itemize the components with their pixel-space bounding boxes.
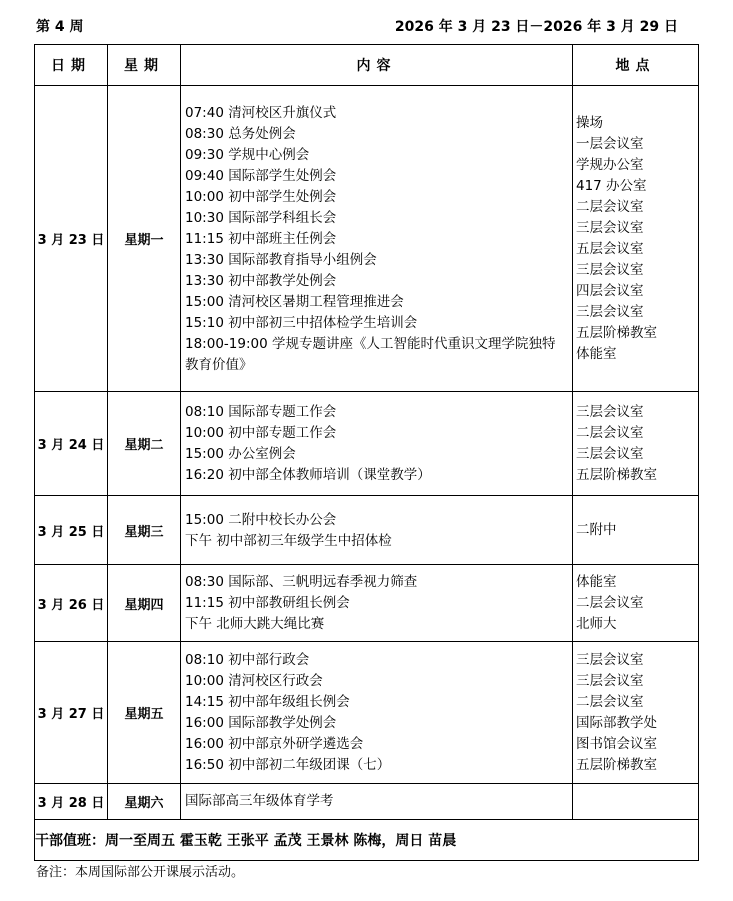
day-weekday: 星期二 [108, 392, 181, 496]
day-events [181, 784, 573, 820]
event-item: 下午 北师大跳大绳比赛 [185, 616, 325, 632]
event-place: 操场 [576, 115, 603, 131]
day-events [181, 565, 573, 642]
day-row [35, 392, 699, 496]
event-item: 11:15 初中部教研组长例会 [185, 595, 350, 611]
event-place: 二附中 [576, 522, 617, 538]
day-weekday: 星期六 [108, 784, 181, 820]
day-places [573, 642, 699, 784]
event-item: 14:15 初中部年级组长例会 [185, 694, 350, 710]
day-row [35, 565, 699, 642]
event-place: 一层会议室 [576, 136, 644, 152]
week-number: 第 4 周 [36, 19, 84, 35]
event-place: 二层会议室 [576, 425, 644, 441]
event-place: 五层阶梯教室 [576, 325, 657, 341]
event-item: 10:00 清河校区行政会 [185, 673, 323, 689]
event-item: 16:50 初中部初二年级团课（七） [185, 757, 391, 773]
event-item: 16:20 初中部全体教师培训（课堂教学） [185, 467, 431, 483]
day-row [35, 496, 699, 565]
event-place: 三层会议室 [576, 304, 644, 320]
event-item: 07:40 清河校区升旗仪式 [185, 104, 337, 121]
column-header-date: 日期 [35, 45, 108, 86]
event-place: 体能室 [576, 574, 617, 590]
day-weekday: 星期三 [108, 496, 181, 565]
event-item: 08:10 初中部行政会 [185, 652, 310, 668]
event-place: 图书馆会议室 [576, 736, 657, 752]
event-item: 15:00 清河校区暑期工程管理推进会 [185, 293, 404, 310]
event-place: 三层会议室 [576, 220, 644, 236]
header-row [35, 45, 699, 86]
event-item: 13:30 国际部教育指导小组例会 [185, 251, 377, 268]
event-item: 10:00 初中部专题工作会 [185, 425, 337, 441]
day-date: 3 月 24 日 [35, 392, 108, 496]
event-item: 16:00 初中部京外研学遴选会 [185, 736, 364, 752]
event-item: 09:40 国际部学生处例会 [185, 167, 337, 184]
event-item: 08:30 国际部、三帆明远春季视力筛查 [185, 574, 418, 590]
event-place: 五层会议室 [576, 241, 644, 257]
event-item: 16:00 国际部教学处例会 [185, 715, 337, 731]
day-date: 3 月 26 日 [35, 565, 108, 642]
schedule-table [34, 44, 699, 861]
day-weekday: 星期一 [108, 86, 181, 392]
event-place: 国际部教学处 [576, 715, 657, 731]
event-item: 15:00 办公室例会 [185, 446, 296, 462]
day-events [181, 86, 573, 392]
day-date: 3 月 28 日 [35, 784, 108, 820]
column-header-weekday: 星期 [108, 45, 181, 86]
event-item: 18:00-19:00 学规专题讲座《人工智能时代重识文理学院独特教育价值》 [185, 335, 556, 373]
event-place: 四层会议室 [576, 283, 644, 299]
event-place: 417 办公室 [576, 178, 647, 194]
column-header-place: 地点 [573, 45, 699, 86]
day-places [573, 392, 699, 496]
day-row [35, 642, 699, 784]
date-range: 2026 年 3 月 23 日－2026 年 3 月 29 日 [394, 19, 678, 35]
day-places [573, 86, 699, 392]
day-weekday: 星期四 [108, 565, 181, 642]
day-events [181, 642, 573, 784]
day-date: 3 月 23 日 [35, 86, 108, 392]
day-places [573, 784, 699, 820]
event-place: 北师大 [576, 616, 617, 632]
event-item: 10:30 国际部学科组长会 [185, 209, 337, 226]
event-place: 三层会议室 [576, 652, 644, 668]
event-place: 二层会议室 [576, 595, 644, 611]
event-place: 三层会议室 [576, 404, 644, 420]
event-place: 二层会议室 [576, 199, 644, 215]
day-weekday: 星期五 [108, 642, 181, 784]
event-place: 五层阶梯教室 [576, 757, 657, 773]
event-item: 13:30 初中部教学处例会 [185, 272, 337, 289]
day-date: 3 月 25 日 [35, 496, 108, 565]
event-item: 11:15 初中部班主任例会 [185, 230, 337, 247]
event-item: 15:10 初中部初三中招体检学生培训会 [185, 314, 418, 331]
event-item: 10:00 初中部学生处例会 [185, 188, 337, 205]
event-place: 体能室 [576, 346, 617, 362]
day-places [573, 565, 699, 642]
schedule-body [35, 86, 699, 820]
footnote: 备注：本周国际部公开课展示活动。 [36, 865, 245, 880]
event-place: 学规办公室 [576, 157, 644, 173]
day-places [573, 496, 699, 565]
event-item: 09:30 学规中心例会 [185, 146, 310, 163]
event-item: 08:10 国际部专题工作会 [185, 404, 337, 420]
event-item: 08:30 总务处例会 [185, 125, 296, 142]
event-place: 三层会议室 [576, 446, 644, 462]
column-header-content: 内容 [181, 45, 573, 86]
duty-row [35, 820, 699, 861]
event-place: 五层阶梯教室 [576, 467, 657, 483]
event-place: 二层会议室 [576, 694, 644, 710]
event-place: 三层会议室 [576, 262, 644, 278]
event-place: 三层会议室 [576, 673, 644, 689]
event-item: 国际部高三年级体育学考 [185, 793, 334, 809]
day-date: 3 月 27 日 [35, 642, 108, 784]
day-events [181, 496, 573, 565]
day-row [35, 784, 699, 820]
event-item: 下午 初中部初三年级学生中招体检 [185, 532, 392, 549]
day-row [35, 86, 699, 392]
day-events [181, 392, 573, 496]
event-item: 15:00 二附中校长办公会 [185, 511, 337, 528]
duty-roster: 干部值班：周一至周五 霍玉乾 王张平 孟茂 王景林 陈梅，周日 苗晨 [35, 820, 699, 861]
